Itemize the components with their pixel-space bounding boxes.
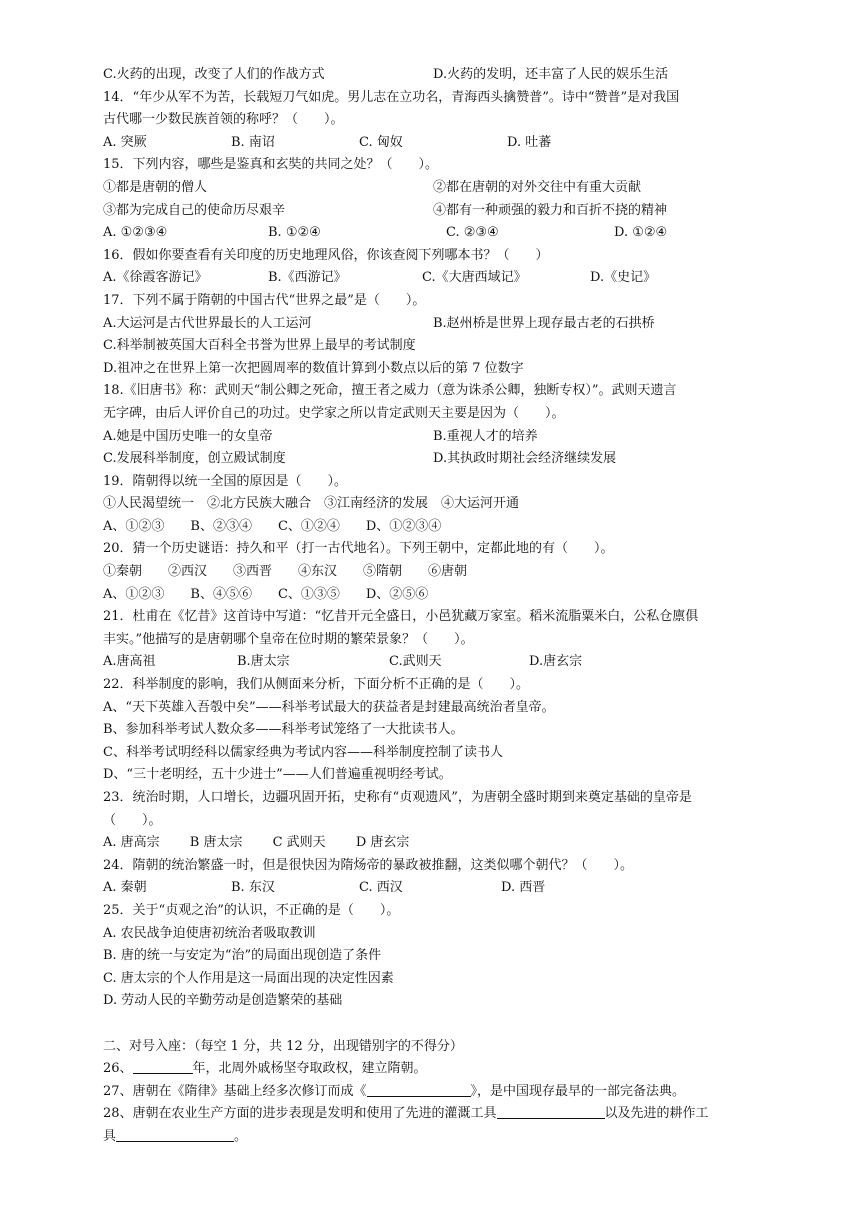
answer-options (103, 448, 803, 471)
answer-option: C. 匈奴 (359, 134, 403, 150)
answer-options (103, 177, 803, 200)
answer-option: ③都为完成自己的使命历尽艰辛 (103, 202, 286, 218)
answer-option: B.赵州桥是世界上现存最古老的石拱桥 (433, 315, 655, 331)
section-spacer (103, 1013, 803, 1036)
answer-options (103, 877, 803, 900)
question-line: A. 农民战争迫使唐初统治者吸取教训 (103, 925, 316, 941)
question-line: 二、对号入座：（每空 1 分，共 12 分，出现错别字的不得分） (103, 1038, 463, 1054)
question-line: ①秦朝 ②西汉 ③西晋 ④东汉 ⑤隋朝 ⑥唐朝 (103, 564, 468, 580)
question-line: B. 唐的统一与安定为“治”的局面出现创造了条件 (103, 948, 382, 964)
question-line: 18.《旧唐书》称：武则天“制公卿之死命，擅王者之威力（意为诛杀公卿，独断专权）”。武则天遗言 (103, 383, 677, 399)
answer-blank (116, 1127, 234, 1142)
answer-option: C.武则天 (389, 654, 442, 670)
answer-option: B.《西游记》 (268, 270, 347, 286)
question-line: 19．隋朝得以统一全国的原因是（ ）。 (103, 473, 348, 489)
fill-in-question (103, 1081, 803, 1104)
answer-option: B.重视人才的培养 (433, 428, 538, 444)
question-line: A、①②③ B、④⑤⑥ C、①③⑤ D、②⑤⑥ (103, 586, 429, 602)
answer-option: B. ①②④ (268, 225, 321, 241)
question-line: 21．杜甫在《忆昔》这首诗中写道：“忆昔开元全盛日，小邑犹藏万家室。稻米流脂粟米白，公私仓廪俱 (103, 609, 699, 625)
answer-options (103, 200, 803, 223)
question-text: 具 (103, 1128, 117, 1144)
answer-option: ①都是唐朝的僧人 (103, 179, 208, 195)
exam-page (103, 64, 803, 1149)
question-line: A、“天下英雄入吾彀中矣”——科举考试最大的获益者是封建最高统治者皇帝。 (103, 699, 555, 715)
answer-options (103, 313, 803, 336)
question-text: 》，是中国现存最早的一部完备法典。 (470, 1083, 686, 1099)
answer-option: C.火药的出现，改变了人们的作战方式 (103, 67, 325, 82)
question-line: 24．隋朝的统治繁盛一时，但是很快因为隋炀帝的暴政被推翻，这类似哪个朝代？（ ）。 (103, 857, 634, 873)
fill-in-question (103, 1103, 803, 1126)
question-line: ①人民渴望统一 ②北方民族大融合 ③江南经济的发展 ④大运河开通 (103, 496, 520, 512)
question-text: 年，北周外戚杨坚夺取政权，建立隋朝。 (192, 1061, 427, 1077)
answer-option: D.《史记》 (590, 270, 657, 286)
answer-option: ②都在唐朝的对外交往中有重大贡献 (433, 179, 642, 195)
question-text: 28、唐朝在农业生产方面的进步表现是发明和使用了先进的灌溉工具 (103, 1106, 497, 1122)
answer-option: C.《大唐西域记》 (422, 270, 527, 286)
question-line: D、“三十老明经，五十少进士”——人们普遍重视明经考试。 (103, 767, 452, 783)
question-line: （ ）。 (103, 812, 162, 828)
answer-options (103, 267, 803, 290)
question-line: C.科举制被英国大百科全书誉为世界上最早的考试制度 (103, 338, 416, 354)
question-line: 16．假如你要查看有关印度的历史地理风俗，你该查阅下列哪本书？（ ） (103, 247, 549, 263)
question-line: D.祖冲之在世界上第一次把圆周率的数值计算到小数点以后的第 7 位数字 (103, 360, 524, 376)
answer-option: D.唐玄宗 (529, 654, 583, 670)
answer-option: C.发展科举制度，创立殿试制度 (103, 451, 286, 467)
fill-in-question (103, 1126, 803, 1149)
question-text: 26、 (103, 1061, 133, 1077)
fill-in-question (103, 1058, 803, 1081)
answer-options (103, 651, 803, 674)
question-line: 无字碑，由后人评价自己的功过。史学家之所以肯定武则天主要是因为（ ）。 (103, 405, 565, 421)
answer-option: A.大运河是古代世界最长的人工运河 (103, 315, 312, 331)
answer-option: A. 突厥 (103, 134, 147, 150)
answer-option: A. 秦朝 (103, 880, 147, 896)
question-line: B、参加科举考试人数众多——科举考试笼络了一大批读书人。 (103, 722, 464, 738)
question-line: C、科举考试明经科以儒家经典为考试内容——科举制度控制了读书人 (103, 744, 503, 760)
answer-options (103, 426, 803, 449)
question-line: 20．猜一个历史谜语：持久和平（打一古代地名）。下列王朝中，定都此地的有（ ）。 (103, 541, 614, 557)
answer-option: A. ①②③④ (103, 225, 168, 241)
answer-option: D. ①②④ (614, 225, 668, 241)
question-line: 丰实。”他描写的是唐朝哪个皇帝在位时期的繁荣景象？（ ）。 (103, 631, 474, 647)
question-text: 27、唐朝在《隋律》基础上经多次修订而成《 (103, 1083, 367, 1099)
answer-option: B. 南诏 (231, 134, 275, 150)
question-line: 17．下列不属于隋朝的中国古代“世界之最”是（ ）。 (103, 292, 426, 308)
answer-option: D.其执政时期社会经济继续发展 (433, 451, 617, 467)
question-line: 14．“年少从军不为苦，长载短刀气如虎。男儿志在立功名，青海西头擒赞普”。诗中“赞普”是对我国 (103, 89, 680, 105)
answer-option: B.唐太宗 (237, 654, 290, 670)
answer-blank (367, 1082, 471, 1097)
answer-options (103, 132, 803, 155)
answer-option: A.她是中国历史唯一的女皇帝 (103, 428, 273, 444)
question-text: 以及先进的耕作工 (604, 1106, 709, 1122)
question-line: 15．下列内容，哪些是鉴真和玄奘的共同之处？（ ）。 (103, 157, 439, 173)
answer-option: D. 吐蕃 (507, 134, 552, 150)
answer-blank (497, 1104, 605, 1119)
question-line: D. 劳动人民的辛勤劳动是创造繁荣的基础 (103, 993, 343, 1009)
question-line: 22．科举制度的影响，我们从侧面来分析，下面分析不正确的是（ ）。 (103, 677, 530, 693)
answer-option: C. ②③④ (446, 225, 499, 241)
question-line: 25．关于“贞观之治”的认识，不正确的是（ ）。 (103, 902, 400, 918)
answer-option: A.《徐霞客游记》 (103, 270, 208, 286)
answer-option: ④都有一种顽强的毅力和百折不挠的精神 (433, 202, 668, 218)
answer-option: C. 西汉 (359, 880, 403, 896)
answer-blank (133, 1059, 193, 1074)
answer-options (103, 222, 803, 245)
question-line: C. 唐太宗的个人作用是这一局面出现的决定性因素 (103, 970, 394, 986)
question-text: 。 (234, 1128, 248, 1144)
answer-option: A.唐高祖 (103, 654, 156, 670)
question-line: A、①②③ B、②③④ C、①②④ D、①②③④ (103, 518, 442, 534)
answer-option: D.火药的发明，还丰富了人民的娱乐生活 (433, 67, 669, 82)
question-line: 23．统治时期，人口增长，边疆巩固开拓，史称有“贞观遗风”，为唐朝全盛时期到来奠定基础的皇帝是 (103, 790, 692, 805)
answer-options (103, 64, 803, 87)
answer-option: D. 西晋 (501, 880, 546, 896)
answer-option: B. 东汉 (231, 880, 275, 896)
question-line: 古代哪一少数民族首领的称呼？（ ）。 (103, 112, 344, 128)
question-line: A. 唐高宗 B 唐太宗 C 武则天 D 唐玄宗 (103, 835, 410, 851)
